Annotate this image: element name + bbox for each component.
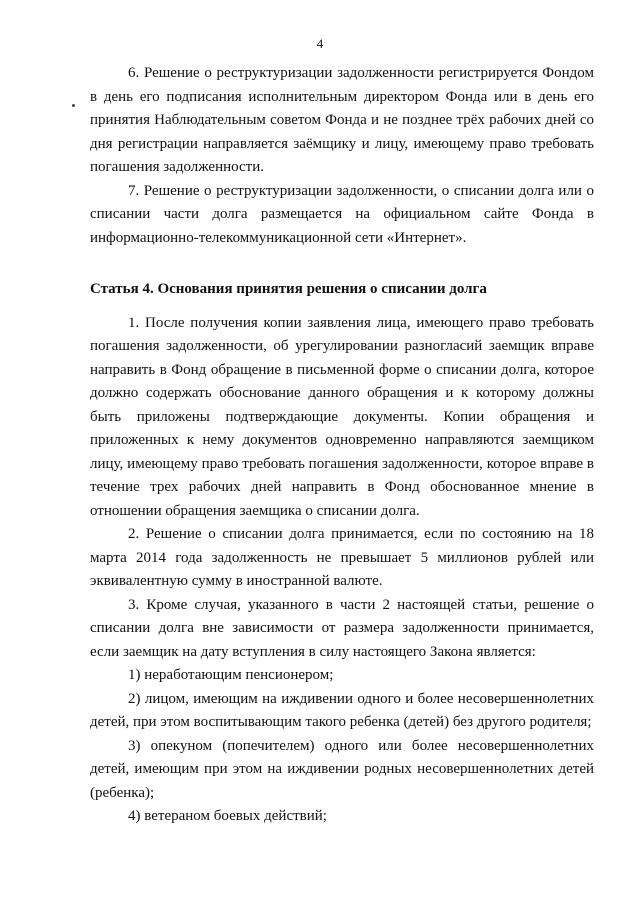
list-item-3: 3) опекуном (попечителем) одного или более несовершеннолетних детей, имеющим при этом на иждивении родных несовершеннолетних детей (ребенка); (90, 737, 594, 801)
paragraph-7: 7. Решение о реструктуризации задолженности, о списании долга или о списании части долга размещается на официальном сайте Фонда в информационно-телекоммуникационной сети «Интернет». (90, 182, 594, 246)
scan-speck (72, 104, 75, 107)
page-number: 4 (316, 36, 324, 51)
article-paragraph-2: 2. Решение о списании долга принимается, если по состоянию на 18 марта 2014 года задолженность не превышает 5 миллионов рублей или эквивалентную сумму в иностранной валюте. (90, 526, 594, 589)
article-title: Статья 4. Основания принятия решения о списании долга (90, 281, 487, 297)
article-paragraph-3: 3. Кроме случая, указанного в части 2 настоящей статьи, решение о списании долга вне зависимости от размера задолженности принимается, если заемщик на дату вступления в силу настоящего Закона является: (90, 596, 594, 660)
list-item-1: 1) неработающим пенсионером; (128, 667, 334, 683)
paragraph-6: 6. Решение о реструктуризации задолженности регистрируется Фондом в день его подписания исполнительным директором Фонда или в день его принятия Наблюдательным советом Фонда и не позднее трёх рабочих дней со дня регистрации направляется заёмщику и лицу, имеющему право требовать погашения задолженности. (90, 65, 594, 175)
article-paragraph-1: 1. После получения копии заявления лица, имеющего право требовать погашения задолженности, об урегулировании разногласий заемщик вправе направить в Фонд обращение в письменной форме о списании долга, которое должно содержать обоснование данного обращения и к которому должны быть приложены подтверждающие документы. Копии обращения и приложенных к нему документов одновременно направляются заемщиком лицу, имеющему право требовать погашения задолженности, которое вправе в течение трех рабочих дней направить в Фонд обоснованное мнение в отношении обращения заемщика о списании долга. (90, 314, 594, 519)
list-item-4: 4) ветераном боевых действий; (128, 808, 327, 824)
document-body (90, 62, 594, 829)
list-item-2: 2) лицом, имеющим на иждивении одного и более несовершеннолетних детей, при этом воспитывающим такого ребенка (детей) без другого родителя; (90, 690, 594, 730)
